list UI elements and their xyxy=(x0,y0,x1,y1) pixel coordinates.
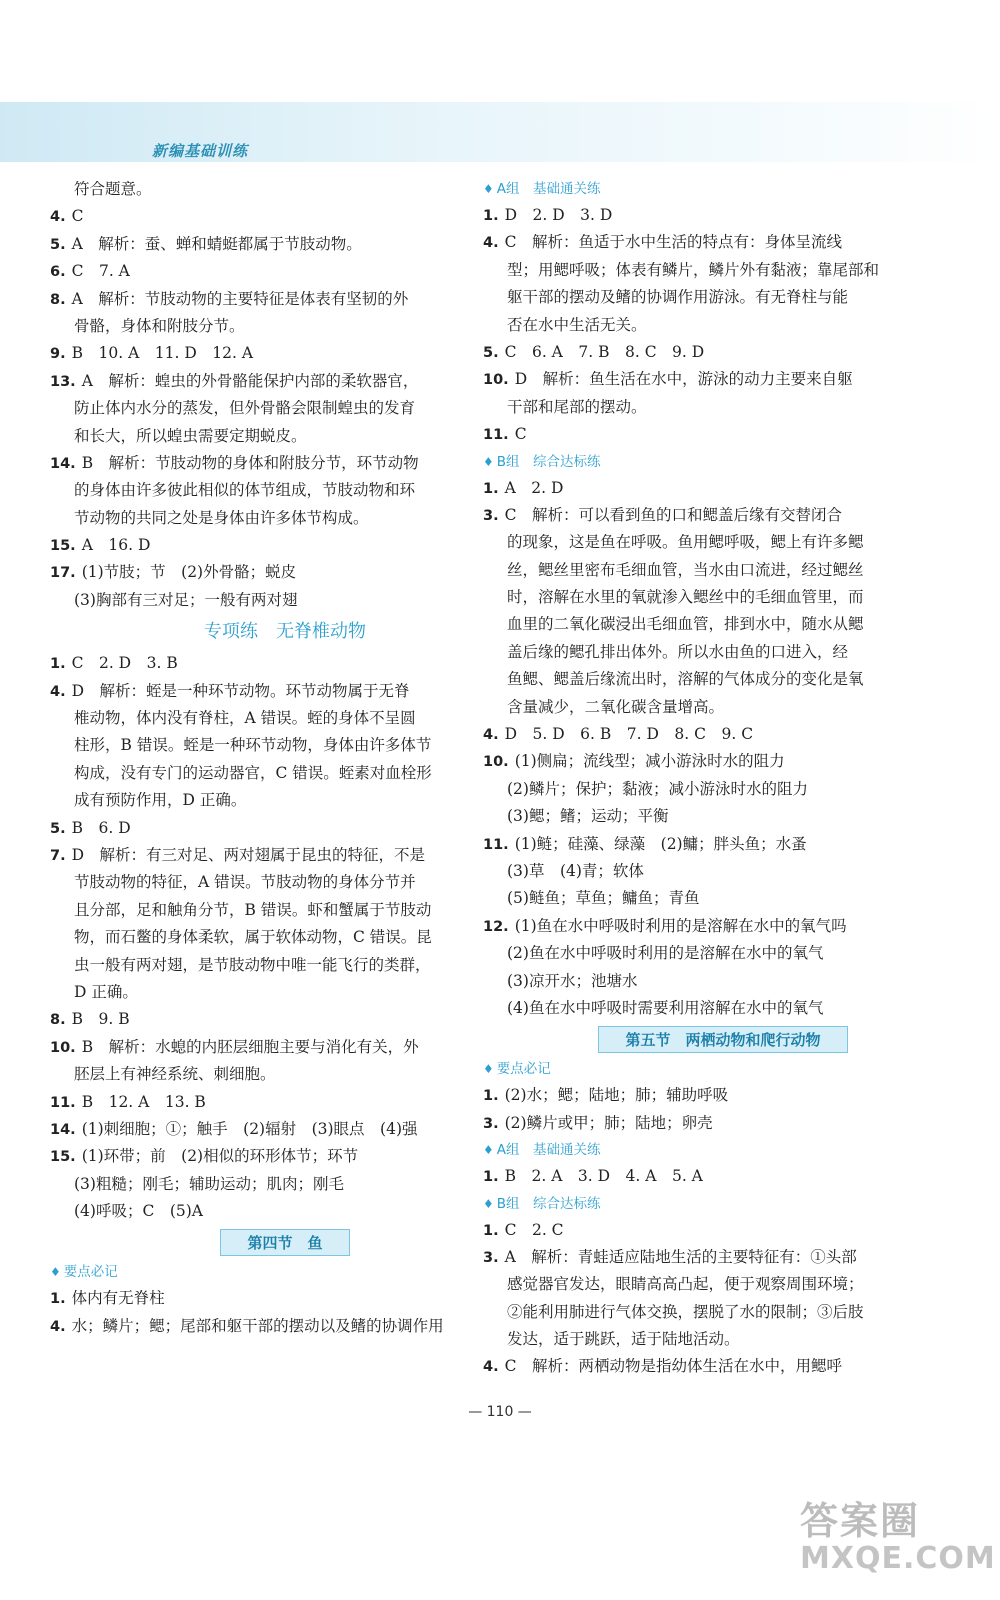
answer-text: 感觉器官发达，眼睛高高凸起，便于观察周围环境； xyxy=(507,1275,864,1294)
question-number: 4. xyxy=(50,209,66,226)
answer-text: D 5. D 6. B 7. D 8. C 9. C xyxy=(504,725,754,744)
answer-text: C xyxy=(514,425,527,444)
answer-text: (4)呼吸；C (5)A xyxy=(74,1202,203,1221)
answer-text: 椎动物，体内没有脊柱，A 错误。蛭的身体不呈圆 xyxy=(74,709,416,728)
answer-text: 丝，鳃丝里密布毛细血管，当水由口流进，经过鳃丝 xyxy=(507,560,864,579)
group-label xyxy=(483,1137,963,1163)
answer-line xyxy=(50,368,520,395)
answer-text: C 6. A 7. B 8. C 9. D xyxy=(504,342,705,361)
answer-text: (2)水；鳃；陆地；肺；辅助呼吸 xyxy=(504,1086,729,1105)
answer-text: A 解析：节肢动物的主要特征是体表有坚韧的外 xyxy=(71,289,409,308)
answer-text: 血里的二氧化碳浸出毛细血管，排到水中，随水从鳃 xyxy=(507,615,864,634)
answer-line xyxy=(483,257,963,284)
question-number: 5. xyxy=(50,236,66,253)
watermark-logo xyxy=(800,1490,996,1590)
answer-line xyxy=(483,1082,963,1109)
answer-text: 的身体由许多彼此相似的体节组成，节肢动物和环 xyxy=(74,481,416,500)
question-number: 10. xyxy=(483,372,509,389)
question-number: 17. xyxy=(50,565,76,582)
answer-line xyxy=(50,395,520,422)
answer-line xyxy=(50,924,520,951)
question-number: 15. xyxy=(50,1149,76,1166)
answer-text: 虫一般有两对翅，是节肢动物中唯一能飞行的类群， xyxy=(74,955,431,974)
question-number: 3. xyxy=(483,1249,499,1266)
question-number: 15. xyxy=(50,538,76,555)
answer-text: 骨骼，身体和附肢分节。 xyxy=(74,316,245,335)
answer-text: 的现象，这是鱼在呼吸。鱼用鳃呼吸，鳃上有许多鳃 xyxy=(507,533,864,552)
diamond-icon: ♦ xyxy=(483,1062,494,1077)
answer-line xyxy=(483,639,963,666)
answer-text: 发达，适于跳跃，适于陆地活动。 xyxy=(507,1330,740,1349)
group-label-text: 要点必记 xyxy=(63,1264,118,1281)
answer-line xyxy=(50,258,520,285)
answer-line xyxy=(483,858,963,885)
answer-text: D 正确。 xyxy=(74,982,138,1001)
answer-line xyxy=(50,760,520,787)
answer-line xyxy=(483,1110,963,1137)
answer-text: 成有预防作用，D 正确。 xyxy=(74,791,247,810)
answer-text: 柱形，B 错误。蛭是一种环节动物，身体由许多体节 xyxy=(74,736,432,755)
answer-text: (1)节肢；节 (2)外骨骼；蜕皮 xyxy=(81,563,297,582)
question-number: 10. xyxy=(483,754,509,771)
answer-line xyxy=(50,203,520,230)
answer-text: (3)草 (4)青；软体 xyxy=(507,861,644,880)
answer-line xyxy=(483,529,963,556)
diamond-icon: ♦ xyxy=(50,1265,61,1280)
answer-line xyxy=(483,940,963,967)
answer-text: A 解析：蝗虫的外骨骼能保护内部的柔软器官， xyxy=(81,371,419,390)
question-number: 1. xyxy=(50,656,66,673)
answer-line xyxy=(483,312,963,339)
answer-line xyxy=(483,229,963,256)
group-label-text: A组 基础通关练 xyxy=(496,181,601,197)
answer-text: (3)鳃；鳍；运动；平衡 xyxy=(507,807,669,826)
answer-line xyxy=(50,650,520,677)
question-number: 5. xyxy=(50,820,66,837)
question-number: 14. xyxy=(50,1121,76,1138)
watermark-bottom: MXQE.COM xyxy=(800,1541,996,1576)
question-number: 4. xyxy=(483,727,499,744)
answer-line xyxy=(483,1271,963,1298)
answer-text: B 6. D xyxy=(71,818,131,837)
answer-line xyxy=(50,678,520,705)
answer-line xyxy=(50,340,520,367)
answer-text: A 2. D xyxy=(504,478,564,497)
answer-line xyxy=(483,1217,963,1244)
answer-text: (2)鳞片或甲；肺；陆地；卵壳 xyxy=(504,1113,713,1132)
question-number: 4. xyxy=(483,235,499,252)
answer-text: C xyxy=(71,207,84,226)
answer-text: (1)鲢；硅藻、绿藻 (2)鳙；胖头鱼；水蚤 xyxy=(514,834,807,853)
answer-text: 躯干部的摆动及鳍的协调作用游泳。有无脊柱与能 xyxy=(507,288,849,307)
answer-text: B 解析：节肢动物的身体和附肢分节，环节动物 xyxy=(81,453,419,472)
right-column xyxy=(483,176,963,1381)
answer-line xyxy=(483,584,963,611)
answer-line xyxy=(50,732,520,759)
answer-text: C 解析：可以看到鱼的口和鳃盖后缘有交替闭合 xyxy=(504,505,842,524)
answer-text: 符合题意。 xyxy=(74,180,152,198)
answer-text: 否在水中生活无关。 xyxy=(507,315,647,334)
group-label xyxy=(50,1259,520,1285)
answer-line xyxy=(483,284,963,311)
answer-text: (5)鲢鱼；草鱼；鳙鱼；青鱼 xyxy=(507,889,700,908)
answer-line xyxy=(50,1285,520,1312)
answer-text: 和长大，所以蝗虫需要定期蜕皮。 xyxy=(74,426,307,445)
answer-line xyxy=(483,475,963,502)
group-label xyxy=(483,176,963,202)
answer-line xyxy=(50,450,520,477)
question-number: 12. xyxy=(483,918,509,935)
answer-text: B 9. B xyxy=(71,1010,130,1029)
group-label xyxy=(483,449,963,475)
answer-line xyxy=(50,952,520,979)
answer-line xyxy=(483,885,963,912)
answer-text: 含量减少，二氧化碳含量增高。 xyxy=(507,697,725,716)
answer-text: (4)鱼在水中呼吸时需要利用溶解在水中的氧气 xyxy=(507,998,824,1017)
answer-text: D 解析：有三对足、两对翅属于昆虫的特征，不是 xyxy=(71,845,426,864)
answer-text: (3)凉开水；池塘水 xyxy=(507,971,638,990)
answer-text: 物，而石鳖的身体柔软，属于软体动物，C 错误。昆 xyxy=(74,928,432,947)
answer-text: B 解析：水螅的内胚层细胞主要与消化有关，外 xyxy=(81,1037,419,1056)
answer-text: 节肢动物的特征，A 错误。节肢动物的身体分节并 xyxy=(74,873,416,892)
answer-line xyxy=(483,968,963,995)
question-number: 3. xyxy=(483,1115,499,1132)
answer-line xyxy=(483,666,963,693)
question-number: 14. xyxy=(50,455,76,472)
answer-text: C 2. D 3. B xyxy=(71,654,178,673)
question-number: 1. xyxy=(483,208,499,224)
answer-line xyxy=(50,1171,520,1198)
page-number: — 110 — xyxy=(468,1404,532,1420)
answer-text: C 解析：两栖动物是指幼体生活在水中，用鳃呼 xyxy=(504,1357,842,1376)
answer-line xyxy=(50,815,520,842)
header-band xyxy=(0,102,1000,162)
answer-line xyxy=(50,705,520,732)
answer-line xyxy=(483,611,963,638)
answer-text: 干部和尾部的摆动。 xyxy=(507,397,647,416)
watermark-top: 答案圈 xyxy=(800,1499,921,1543)
question-number: 1. xyxy=(483,1169,499,1186)
answer-text: (1)鱼在水中呼吸时利用的是溶解在水中的氧气吗 xyxy=(514,916,847,935)
question-number: 7. xyxy=(50,847,66,864)
chapter-heading-label: 第四节 鱼 xyxy=(220,1229,349,1256)
answer-line xyxy=(50,505,520,532)
answer-line xyxy=(483,694,963,721)
group-label xyxy=(483,1191,963,1217)
answer-line xyxy=(483,339,963,366)
answer-line xyxy=(50,559,520,586)
answer-text: (1)环带；前 (2)相似的环形体节；环节 xyxy=(81,1147,359,1166)
answer-line xyxy=(50,897,520,924)
answer-text: ②能利用肺进行气体交换，摆脱了水的限制；③后肢 xyxy=(507,1302,864,1321)
answer-text: D 2. D 3. D xyxy=(504,206,613,224)
answer-line xyxy=(50,787,520,814)
answer-line xyxy=(483,557,963,584)
answer-text: A 16. D xyxy=(81,536,151,555)
answer-line xyxy=(483,421,963,448)
group-label-text: B组 综合达标练 xyxy=(496,453,601,470)
diamond-icon: ♦ xyxy=(483,1196,494,1211)
answer-line xyxy=(483,1244,963,1271)
answer-text: D 解析：蛭是一种环节动物。环节动物属于无脊 xyxy=(71,681,410,700)
answer-line xyxy=(50,587,520,614)
question-number: 4. xyxy=(483,1359,499,1376)
question-number: 10. xyxy=(50,1039,76,1056)
answer-line xyxy=(50,176,520,203)
answer-line xyxy=(50,979,520,1006)
answer-line xyxy=(50,1143,520,1170)
question-number: 1. xyxy=(483,1088,499,1105)
chapter-heading-label: 第五节 两栖动物和爬行动物 xyxy=(598,1026,847,1053)
answer-text: (1)刺细胞；①；触手 (2)辐射 (3)眼点 (4)强 xyxy=(81,1119,418,1138)
answer-line xyxy=(483,502,963,529)
answer-line xyxy=(483,1163,963,1190)
answer-line xyxy=(483,1299,963,1326)
answer-text: 胚层上有神经系统、刺细胞。 xyxy=(74,1065,276,1084)
question-number: 13. xyxy=(50,373,76,390)
answer-line xyxy=(483,995,963,1022)
question-number: 4. xyxy=(50,683,66,700)
answer-text: 防止体内水分的蒸发，但外骨骼会限制蝗虫的发育 xyxy=(74,399,416,418)
answer-text: C 解析：鱼适于水中生活的特点有：身体呈流线 xyxy=(504,233,842,252)
answer-line xyxy=(483,394,963,421)
answer-line xyxy=(483,776,963,803)
answer-line xyxy=(483,913,963,940)
answer-line xyxy=(50,313,520,340)
question-number: 1. xyxy=(483,1222,499,1239)
answer-text: B 12. A 13. B xyxy=(81,1092,206,1111)
answer-line xyxy=(483,366,963,393)
header-title: 新编基础训练 xyxy=(152,142,249,160)
answer-text: A 解析：蚕、蝉和蜻蜓都属于节肢动物。 xyxy=(71,234,362,253)
chapter-heading xyxy=(483,1022,963,1056)
answer-text: B 10. A 11. D 12. A xyxy=(71,344,254,363)
question-number: 3. xyxy=(483,507,499,524)
answer-text: (3)粗糙；刚毛；辅助运动；肌肉；刚毛 xyxy=(74,1174,344,1193)
question-number: 4. xyxy=(50,1318,66,1335)
group-label xyxy=(483,1056,963,1082)
answer-text: 体内有无脊柱 xyxy=(71,1289,165,1308)
answer-text: 且分部，足和触角分节，B 错误。虾和蟹属于节肢动 xyxy=(74,900,432,919)
answer-text: C 2. C xyxy=(504,1220,564,1239)
answer-text: D 解析：鱼生活在水中，游泳的动力主要来自躯 xyxy=(514,370,853,389)
answer-line xyxy=(483,803,963,830)
answer-line xyxy=(483,1326,963,1353)
question-number: 11. xyxy=(483,427,509,444)
diamond-icon: ♦ xyxy=(483,182,494,196)
question-number: 5. xyxy=(483,344,499,361)
answer-line xyxy=(50,423,520,450)
question-number: 11. xyxy=(483,836,509,853)
answer-line xyxy=(483,721,963,748)
answer-line xyxy=(483,202,963,229)
question-number: 8. xyxy=(50,1012,66,1029)
answer-line xyxy=(50,231,520,258)
question-number: 1. xyxy=(50,1291,66,1308)
question-number: 8. xyxy=(50,291,66,308)
chapter-heading xyxy=(50,1222,520,1259)
answer-line xyxy=(50,1006,520,1033)
answer-text: C 7. A xyxy=(71,262,130,281)
answer-line xyxy=(50,1116,520,1143)
answer-line xyxy=(50,1313,520,1340)
answer-line xyxy=(50,1061,520,1088)
group-label-text: B组 综合达标练 xyxy=(496,1195,601,1212)
answer-text: (3)胸部有三对足；一般有两对翅 xyxy=(74,590,298,609)
answer-text: (2)鳞片；保护；黏液；减小游泳时水的阻力 xyxy=(507,779,808,798)
answer-text: (1)侧扁；流线型；减小游泳时水的阻力 xyxy=(514,752,785,771)
answer-text: 水；鳞片；鳃；尾部和躯干部的摆动以及鳍的协调作用 xyxy=(71,1316,444,1335)
answer-line xyxy=(50,286,520,313)
answer-line xyxy=(50,1089,520,1116)
group-label-text: A组 基础通关练 xyxy=(496,1142,601,1159)
left-column xyxy=(50,176,520,1340)
question-number: 11. xyxy=(50,1094,76,1111)
question-number: 6. xyxy=(50,264,66,281)
answer-line xyxy=(50,1198,520,1225)
answer-line xyxy=(483,1353,963,1380)
group-label-text: 要点必记 xyxy=(496,1061,551,1078)
answer-text: 鱼鳃、鳃盖后缘流出时，溶解的气体成分的变化是氧 xyxy=(507,670,864,689)
section-title: 专项练 无脊椎动物 xyxy=(204,621,366,643)
answer-line xyxy=(50,1034,520,1061)
answer-text: 盖后缘的鳃孔排出体外。所以水由鱼的口进入，经 xyxy=(507,642,849,661)
answer-line xyxy=(50,477,520,504)
answer-line xyxy=(483,748,963,775)
answer-text: 构成，没有专门的运动器官，C 错误。蛭素对血栓形 xyxy=(74,763,432,782)
answer-text: A 解析：青蛙适应陆地生活的主要特征有：①头部 xyxy=(504,1247,857,1266)
question-number: 9. xyxy=(50,346,66,363)
answer-line xyxy=(483,831,963,858)
answer-text: B 2. A 3. D 4. A 5. A xyxy=(504,1167,703,1186)
answer-text: 时，溶解在水里的氧就渗入鳃丝中的毛细血管里，而 xyxy=(507,588,864,607)
answer-line xyxy=(50,532,520,559)
answer-text: 节动物的共同之处是身体由许多体节构成。 xyxy=(74,508,369,527)
diamond-icon: ♦ xyxy=(483,454,494,469)
answer-text: 型；用鳃呼吸；体表有鳞片，鳞片外有黏液；靠尾部和 xyxy=(507,260,880,279)
question-number: 1. xyxy=(483,480,499,497)
diamond-icon: ♦ xyxy=(483,1143,494,1158)
answer-line xyxy=(50,869,520,896)
answer-line xyxy=(50,842,520,869)
answer-text: (2)鱼在水中呼吸时利用的是溶解在水中的氧气 xyxy=(507,944,824,963)
